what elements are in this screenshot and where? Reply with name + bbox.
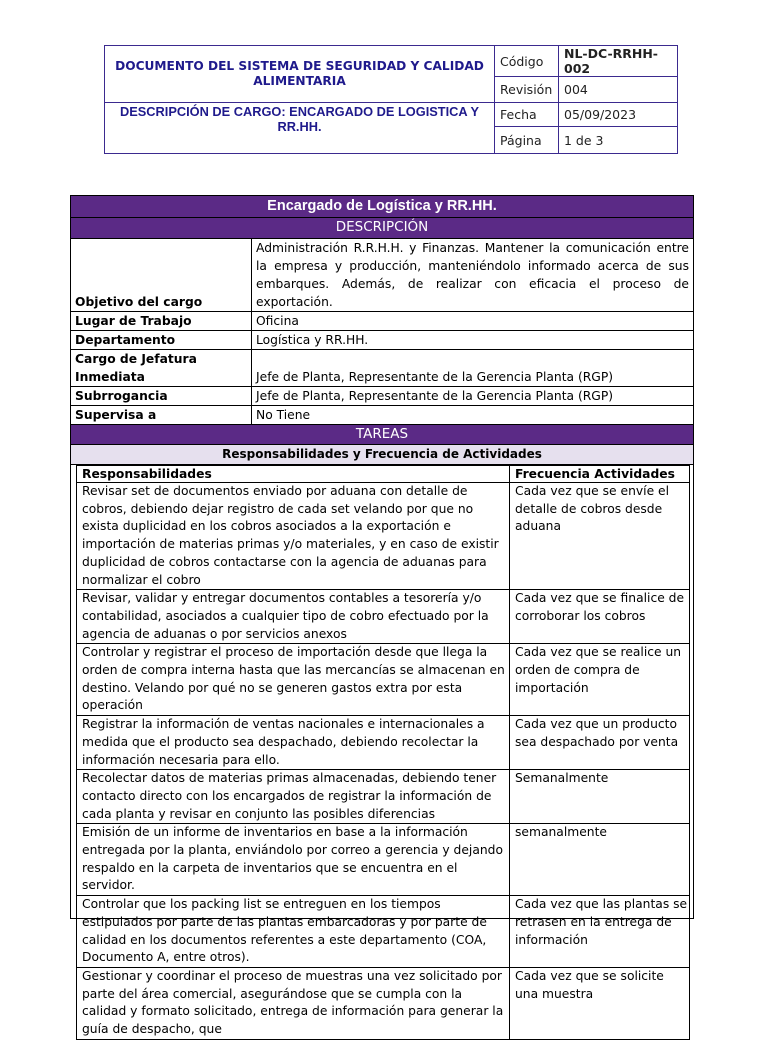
document-header: [104, 45, 678, 154]
task-frequency: Cada vez que un producto sea despachado por venta: [510, 716, 690, 770]
task-responsibility: Recolectar datos de materias primas almacenadas, debiendo tener contacto directo con los encargados de registrar la información de cada planta y revisar en conjunto las posibles diferencias: [77, 770, 510, 824]
task-frequency: Cada vez que se realice un orden de compra de importación: [510, 644, 690, 716]
page-value: 1 de 3: [559, 127, 678, 154]
detail-label: Objetivo del cargo: [71, 239, 252, 312]
job-description-table: [70, 195, 694, 1037]
task-frequency: Cada vez que se envíe el detalle de cobros desde aduana: [510, 483, 690, 590]
detail-value: Administración R.R.H.H. y Finanzas. Mantener la comunicación entre la empresa y producción, manteniéndolo informado acerca de sus embarques. Además, de realizar con eficacia el proceso de exportación.: [252, 239, 694, 312]
task-row: [77, 896, 690, 968]
code-label: Código: [495, 46, 559, 77]
task-row: [77, 824, 690, 896]
detail-row: [71, 350, 693, 387]
detail-label: Cargo de Jefatura Inmediata: [71, 350, 252, 387]
detail-value: No Tiene: [252, 406, 694, 425]
detail-value: Oficina: [252, 312, 694, 331]
document-system-title: DOCUMENTO DEL SISTEMA DE SEGURIDAD Y CALIDAD ALIMENTARIA: [105, 46, 495, 103]
task-responsibility: Controlar y registrar el proceso de importación desde que llega la orden de compra interna hasta que las mercancías se almacenan en destino. Velando por qué no se generen gastos extra por esta operación: [77, 644, 510, 716]
task-frequency: Cada vez que se finalice de corroborar los cobros: [510, 590, 690, 644]
date-value: 05/09/2023: [559, 103, 678, 127]
detail-label: Departamento: [71, 331, 252, 350]
task-responsibility: Controlar que los packing list se entreguen en los tiempos estipulados por parte de las plantas embarcadoras y por parte de calidad en los documentos referentes a este departamento (COA, Documento A, entre otros).: [77, 896, 510, 968]
tasks-subheading: Responsabilidades y Frecuencia de Actividades: [71, 445, 693, 465]
detail-row: [71, 406, 693, 425]
detail-row: [71, 312, 693, 331]
date-label: Fecha: [495, 103, 559, 127]
description-heading: DESCRIPCIÓN: [71, 218, 693, 239]
task-frequency: semanalmente: [510, 824, 690, 896]
task-frequency: Cada vez que se solicite una muestra: [510, 967, 690, 1039]
detail-label: Supervisa a: [71, 406, 252, 425]
task-row: [77, 716, 690, 770]
column-header-frequency: Frecuencia Actividades: [510, 466, 690, 483]
tasks-heading: TAREAS: [71, 425, 693, 445]
page-label: Página: [495, 127, 559, 154]
detail-row: [71, 387, 693, 406]
task-responsibility: Revisar set de documentos enviado por aduana con detalle de cobros, debiendo dejar registro de cada set velando por que no exista duplicidad en los cobros asociados a la exportación e importación de materias primas y/o materiales, y en caso de existir duplicidad de cobros contactarse con la agencia de aduanas para normalizar el cobro: [77, 483, 510, 590]
task-row: [77, 967, 690, 1039]
detail-label: Subrrogancia: [71, 387, 252, 406]
tasks-header-row: [77, 466, 690, 483]
code-value: NL-DC-RRHH-002: [559, 46, 678, 77]
revision-value: 004: [559, 77, 678, 103]
detail-value: Jefe de Planta, Representante de la Gerencia Planta (RGP): [252, 387, 694, 406]
revision-label: Revisión: [495, 77, 559, 103]
task-row: [77, 770, 690, 824]
detail-row: [71, 239, 693, 312]
detail-value: Logística y RR.HH.: [252, 331, 694, 350]
task-responsibility: Emisión de un informe de inventarios en base a la información entregada por la planta, enviándolo por correo a gerencia y dejando respaldo en la carpeta de inventarios que se encuentra en el servidor.: [77, 824, 510, 896]
job-description-title: DESCRIPCIÓN DE CARGO: ENCARGADO DE LOGISTICA Y RR.HH.: [105, 103, 495, 154]
task-frequency: Semanalmente: [510, 770, 690, 824]
task-row: [77, 644, 690, 716]
task-row: [77, 590, 690, 644]
tasks-table: [76, 465, 690, 1040]
task-responsibility: Gestionar y coordinar el proceso de muestras una vez solicitado por parte del área comercial, asegurándose que se cumpla con la calidad y formato solicitado, entrega de información para generar la guía de despacho, que: [77, 967, 510, 1039]
detail-value: Jefe de Planta, Representante de la Gerencia Planta (RGP): [252, 350, 694, 387]
task-frequency: Cada vez que las plantas se retrasen en la entrega de información: [510, 896, 690, 968]
task-row: [77, 483, 690, 590]
detail-label: Lugar de Trabajo: [71, 312, 252, 331]
detail-row: [71, 331, 693, 350]
job-title-band: Encargado de Logística y RR.HH.: [71, 196, 693, 218]
job-details: [71, 239, 693, 425]
task-responsibility: Revisar, validar y entregar documentos contables a tesorería y/o contabilidad, asociados a cualquier tipo de cobro efectuado por la agencia de aduanas o por servicios anexos: [77, 590, 510, 644]
task-responsibility: Registrar la información de ventas nacionales e internacionales a medida que el producto sea despachado, debiendo recolectar la información necesaria para ello.: [77, 716, 510, 770]
column-header-responsibilities: Responsabilidades: [77, 466, 510, 483]
